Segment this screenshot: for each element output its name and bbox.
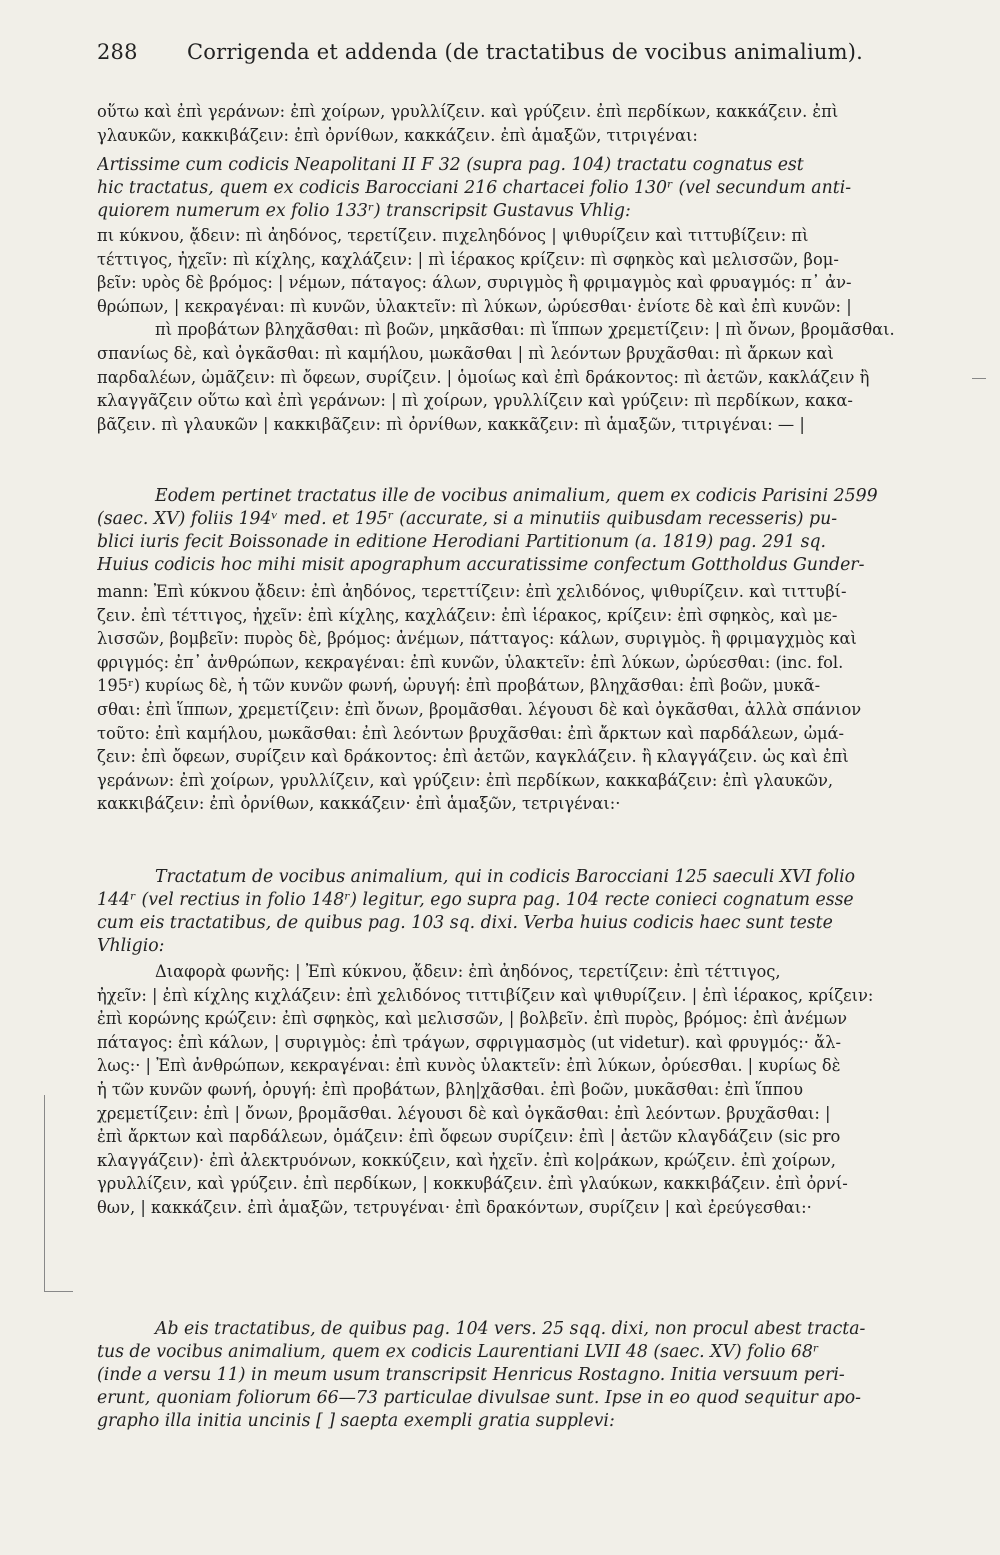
text-line: σθαι: ἐπὶ ἵππων, χρεμετίζειν: ἐπὶ ὄνων, βρομᾶσθαι. λέγουσι δὲ καὶ ὀγκᾶσθαι, ἀλλὰ σπάνιον [97,699,862,719]
text-line: πὶ προβάτων βληχᾶσθαι: πὶ βοῶν, μηκᾶσθαι: πὶ ἵππων χρεμετίζειν: | πὶ ὄνων, βρομᾶσθαι. [155,320,895,340]
margin-dash-mark [972,378,986,379]
text-line: ζειν. ἐπὶ τέττιγος, ἠχεῖν: ἐπὶ κίχλης, καχλάζειν: ἐπὶ ἱέρακος, κρίζειν: ἐπὶ σφηκὸς, καὶ με- [97,605,838,625]
text-line: θων, | κακκάζειν. ἐπὶ ἁμαξῶν, τετρυγέναι· ἐπὶ δρακόντων, συρίζειν | καὶ ἐρεύγεσθαι:· [97,1197,812,1217]
text-line: πι κύκνου, ᾄδειν: πὶ ἀηδόνος, τερετίζειν. πιχεληδόνος | ψιθυρίζειν καὶ τιττυβίζειν: πὶ [97,226,809,245]
greek-text-block [97,100,923,147]
greek-text-block [97,580,923,816]
text-line: πάταγος: ἐπὶ κάλων, | συριγμὸς: ἐπὶ τράγων, σφριγμασμὸς (ut videtur). καὶ φρυγμός:· ἄλ- [97,1032,841,1052]
text-line: χρεμετίζειν: ἐπὶ | ὄνων, βρομᾶσθαι. λέγουσι δὲ καὶ ὀγκᾶσθαι: ἐπὶ λεόντων. βρυχᾶσθαι: | [97,1103,831,1123]
greek-text-block [97,224,923,436]
text-line: παρδαλέων, ὠμᾶζειν: πὶ ὄφεων, συρίζειν. | ὁμοίως καὶ ἐπὶ δράκοντος: πὶ ἀετῶν, κακλάζειν ἢ [97,367,870,387]
text-line: mann: Ἐπὶ κύκνου ᾄδειν: ἐπὶ ἀηδόνος, τερεττίζειν: ἐπὶ χελιδόνος, ψιθυρίζειν. καὶ τιττυβί- [97,582,847,601]
text-line: quiorem numerum ex folio 133ʳ) transcripsit Gustavus Vhlig: [97,201,631,221]
text-line: (inde a versu 11) in meum usum transcripsit Henricus Rostagno. Initia versuum peri- [97,1365,845,1385]
text-line: ζειν: ἐπὶ ὄφεων, συρίζειν καὶ δράκοντος: ἐπὶ ἀετῶν, καγκλάζειν. ἢ κλαγγάζειν. ὡς καὶ ἐπὶ [97,747,849,767]
text-line: tus de vocibus animalium, quem ex codicis Laurentiani LVII 48 (saec. XV) folio 68ʳ [97,1342,819,1362]
text-line: βᾶζειν. πὶ γλαυκῶν | κακκιβᾶζειν: πὶ ὀρνίθων, κακκᾶζειν: πὶ ἁμαξῶν, τιτριγέναι: — | [97,414,805,434]
text-line: φριγμός: ἐπ᾿ ἀνθρώπων, κεκραγέναι: ἐπὶ κυνῶν, ὑλακτεῖν: ἐπὶ λύκων, ὠρύεσθαι: (inc. fol. [97,652,844,672]
margin-bracket-mark [44,1095,73,1292]
text-line: Eodem pertinet tractatus ille de vocibus animalium, quem ex codicis Parisini 2599 [155,486,878,506]
text-line: κλαγγᾶζειν οὕτω καὶ ἐπὶ γεράνων: | πὶ χοίρων, γρυλλίζειν καὶ γρύζειν: πὶ περδίκων, κακα- [97,391,853,411]
text-line: ἠχεῖν: | ἐπὶ κίχλης κιχλάζειν: ἐπὶ χελιδόνος τιττιβίζειν καὶ ψιθυρίζειν. | ἐπὶ ἱέρακος, κρίζειν: [97,985,874,1005]
latin-paragraph [97,866,923,958]
text-line: 195ʳ) κυρίως δὲ, ἡ τῶν κυνῶν φωνή, ὠρυγή: ἐπὶ προβάτων, βληχᾶσθαι: ἐπὶ βοῶν, μυκᾶ- [97,676,821,696]
text-line: γεράνων: ἐπὶ χοίρων, γρυλλίζειν, καὶ γρύζειν: ἐπὶ περδίκων, κακκαβάζειν: ἐπὶ γλαυκῶν, [97,770,834,790]
text-line: 144ʳ (vel rectius in folio 148ʳ) legitur, ego supra pag. 104 recte conieci cognatum esse [97,890,854,910]
text-line: γρυλλίζειν, καὶ γρύζειν. ἐπὶ περδίκων, | κοκκυβάζειν. ἐπὶ γλαύκων, κακκιβάζειν. ἐπὶ ὀρνί- [97,1174,848,1194]
text-line: κλαγγάζειν)· ἐπὶ ἀλεκτρυόνων, κοκκύζειν, καὶ ἠχεῖν. ἐπὶ κο|ράκων, κρώζειν. ἐπὶ χοίρων, [97,1150,836,1170]
text-line: grapho illa initia uncinis [ ] saepta exempli gratia supplevi: [97,1411,615,1431]
text-line: cum eis tractatibus, de quibus pag. 103 sq. dixi. Verba huius codicis haec sunt teste [97,913,833,933]
text-line: ἐπὶ κορώνης κρώζειν: ἐπὶ σφηκὸς, καὶ μελισσῶν, | βολβεῖν. ἐπὶ πυρὸς, βρόμος: ἐπὶ ἀνέμων [97,1009,848,1029]
text-line: ἐπὶ ἄρκτων καὶ παρδάλεων, ὁμάζειν: ἐπὶ ὄφεων συρίζειν: ἐπὶ | ἀετῶν κλαγδάζειν (sic pro [97,1127,841,1147]
text-line: θρώπων, | κεκραγέναι: πὶ κυνῶν, ὑλακτεῖν: πὶ λύκων, ὠρύεσθαι· ἐνίοτε δὲ καὶ ἐπὶ κυνῶν: | [97,296,852,316]
text-line: Tractatum de vocibus animalium, qui in codicis Barocciani 125 saeculi XVI folio [155,867,856,887]
latin-paragraph [97,154,923,223]
page-number: 288 [97,40,138,64]
text-line: Διαφορὰ φωνῆς: | Ἐπὶ κύκνου, ᾄδειν: ἐπὶ ἀηδόνος, τερετίζειν: ἐπὶ τέττιγος, [155,962,781,981]
text-line: βεῖν: υρὸς δὲ βρόμος: | νέμων, πάταγος: άλων, συριγμὸς ἢ φριμαγμὸς καὶ φρυαγμός: π᾿ ἀν- [97,273,852,293]
latin-paragraph [97,485,923,577]
text-line: τοῦτο: ἐπὶ καμήλου, μωκᾶσθαι: ἐπὶ λεόντων βρυχᾶσθαι: ἐπὶ ἄρκτων καὶ παρδάλεων, ὠμά- [97,723,845,743]
text-line: ἡ τῶν κυνῶν φωνή, ὀρυγή: ἐπὶ προβάτων, βλη|χᾶσθαι. ἐπὶ βοῶν, μυκᾶσθαι: ἐπὶ ἵππου [97,1079,804,1099]
text-line: erunt, quoniam foliorum 66—73 particulae divulsae sunt. Ipse in eo quod sequitur apo- [97,1388,861,1408]
text-line: τέττιγος, ἠχεῖν: πὶ κίχλης, καχλάζειν: | πὶ ἱέρακος κρίζειν: πὶ σφηκὸς καὶ μελισσῶν, βομ- [97,249,839,269]
running-header [97,40,917,64]
text-line: (saec. XV) foliis 194ᵛ med. et 195ʳ (accurate, si a minutiis quibusdam recesseris) pu- [97,509,838,529]
text-line: Vhligio: [97,936,165,956]
text-line: λως:· | Ἐπὶ ἀνθρώπων, κεκραγέναι: ἐπὶ κυνὸς ὑλακτεῖν: ἐπὶ λύκων, ὀρύεσθαι. | κυρίως δὲ [97,1056,841,1076]
text-line: Artissime cum codicis Neapolitani II F 32 (supra pag. 104) tractatu cognatus est [97,155,804,175]
latin-paragraph [97,1318,923,1433]
text-line: blici iuris fecit Boissonade in editione Herodiani Partitionum (a. 1819) pag. 291 sq. [97,532,827,552]
text-line: Ab eis tractatibus, de quibus pag. 104 vers. 25 sqq. dixi, non procul abest tracta- [155,1319,866,1339]
text-line: hic tractatus, quem ex codicis Barocciani 216 chartacei folio 130ʳ (vel secundum anti- [97,178,852,198]
text-line: οὕτω καὶ ἐπὶ γεράνων: ἐπὶ χοίρων, γρυλλίζειν. καὶ γρύζειν. ἐπὶ περδίκων, κακκάζειν. ἐπὶ [97,102,839,121]
text-line: σπανίως δὲ, καὶ ὀγκᾶσθαι: πὶ καμήλου, μωκᾶσθαι | πὶ λεόντων βρυχᾶσθαι: πὶ ἄρκων καὶ [97,343,834,363]
text-line: γλαυκῶν, κακκιβάζειν: ἐπὶ ὀρνίθων, κακκάζειν. ἐπὶ ἁμαξῶν, τιτριγέναι: [97,125,698,145]
header-title: Corrigenda et addenda (de tractatibus de vocibus animalium). [187,40,863,64]
text-line: κακκιβάζειν: ἐπὶ ὀρνίθων, κακκάζειν· ἐπὶ ἁμαξῶν, τετριγέναι:· [97,794,621,814]
text-line: λισσῶν, βομβεῖν: πυρὸς δὲ, βρόμος: ἀνέμων, πάτταγος: κάλων, συριγμὸς. ἢ φριμαγχμὸς καὶ [97,629,857,649]
greek-text-block [97,960,923,1220]
text-line: Huius codicis hoc mihi misit apographum accuratissime confectum Gottholdus Gunder- [97,555,865,575]
